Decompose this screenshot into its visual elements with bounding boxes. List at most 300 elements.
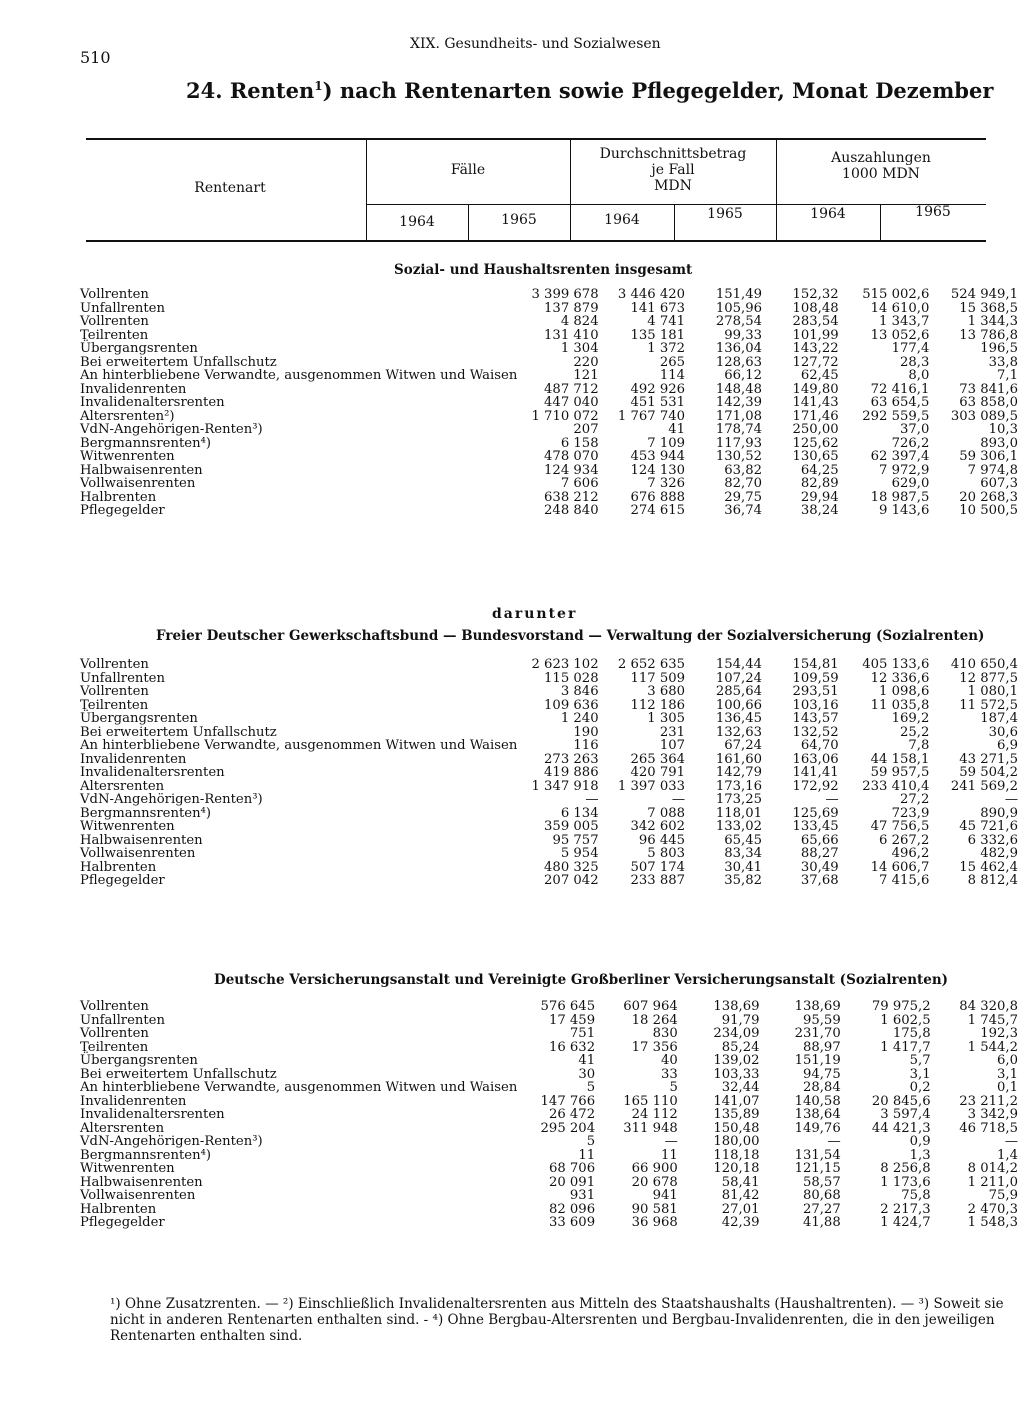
row-label: Übergangsrenten [80,1053,198,1068]
cell-col-3: 66,12 [724,368,763,383]
row-label: Bergmannsrenten⁴) [80,1147,211,1163]
cell-col-3: 58,41 [721,1174,760,1190]
row-label: Übergangsrenten [80,711,198,726]
table-row [80,1081,1024,1095]
darunter-label: darunter [492,606,578,622]
table-row [80,288,1024,302]
cell-col-4: 293,51 [792,684,839,699]
cell-col-3: 278,54 [715,314,763,329]
cell-col-5: 72 416,1 [870,381,930,397]
row-label: Witwenrenten [80,449,175,464]
cell-col-1: 147 766 [540,1093,596,1109]
cell-col-2: 20 678 [631,1174,678,1190]
cell-col-3: 30,41 [724,859,763,875]
cell-col-5: 63 654,5 [870,395,930,410]
cell-col-3: 117,93 [715,435,763,451]
cell-col-6: 7 974,8 [967,462,1018,478]
cell-col-6: 43 271,5 [959,751,1018,767]
cell-col-4: 154,81 [792,657,839,672]
row-label: Vollrenten [80,999,149,1014]
section-title-fdgb: Freier Deutscher Gewerkschaftsbund — Bundesvorstand — Verwaltung der Sozialversicherung (Sozialrenten) [156,628,985,644]
cell-col-6: 15 368,5 [959,300,1018,316]
cell-col-6: 3 342,9 [967,1107,1018,1122]
cell-col-4: 133,45 [792,819,839,834]
cell-col-6: 6 332,6 [967,832,1018,848]
cell-col-5: 3 597,4 [880,1107,931,1122]
cell-col-2: 265 [659,354,685,370]
cell-col-3: 120,18 [713,1161,760,1176]
row-label: Witwenrenten [80,819,175,834]
cell-col-3: 130,52 [715,449,763,464]
table-row [80,820,1024,834]
row-label: Halbwaisenrenten [80,832,203,848]
cell-col-4: 250,00 [792,422,839,437]
header-auszahlungen-line2: 1000 MDN [842,166,920,182]
cell-col-5: 233 410,4 [862,778,930,794]
cell-col-2: 1 305 [647,711,685,726]
header-durchschnitt-line3: MDN [654,178,692,194]
table-row [80,780,1024,794]
cell-col-2: 114 [659,368,685,383]
row-label: Vollrenten [80,657,149,672]
cell-col-5: 13 052,6 [870,327,930,343]
cell-col-3: 100,66 [715,697,763,713]
row-label: Vollrenten [80,684,149,699]
cell-col-3: 171,08 [715,408,763,424]
cell-col-3: 161,60 [715,751,763,767]
cell-col-5: 8,0 [908,368,930,383]
cell-col-4: 152,32 [792,287,839,302]
header-auszahlungen [776,150,986,182]
cell-col-3: 173,16 [715,778,763,794]
cell-col-3: 67,24 [724,738,763,753]
cell-col-5: 292 559,5 [862,408,930,424]
cell-col-5: 7 415,6 [879,873,930,888]
cell-col-5: 5,7 [909,1053,931,1068]
header-auszahlungen-line1: Auszahlungen [831,150,931,166]
table-row [80,396,1024,410]
cell-col-6: 12 877,5 [959,670,1018,686]
cell-col-5: 18 987,5 [870,489,930,505]
cell-col-3: 32,44 [721,1080,760,1095]
row-label: Bei erweitertem Unfallschutz [80,1066,277,1082]
cell-col-4: 64,70 [800,738,839,753]
row-label: Bei erweitertem Unfallschutz [80,724,277,740]
cell-col-1: 1 304 [560,341,599,356]
cell-col-6: 196,5 [980,341,1018,356]
cell-col-5: 37,0 [900,422,930,437]
cell-col-4: 88,27 [800,846,839,861]
cell-col-3: 99,33 [724,327,763,343]
cell-col-6: 30,6 [988,724,1018,740]
cell-col-3: 180,00 [713,1134,760,1149]
cell-col-6: 482,9 [980,846,1018,861]
row-label: Altersrenten [80,778,165,794]
cell-col-2: — [664,1134,678,1149]
cell-col-4: 62,45 [800,368,839,383]
cell-col-4: 149,80 [792,381,839,397]
table-row [80,383,1024,397]
cell-col-5: 28,3 [900,354,930,370]
cell-col-2: 41 [668,422,685,437]
cell-col-3: 150,48 [713,1120,760,1136]
cell-col-2: 1 767 740 [617,408,685,424]
cell-col-4: 88,97 [802,1039,841,1055]
table-row [80,1216,1024,1230]
cell-col-3: 132,63 [715,724,763,740]
cell-col-4: 41,88 [802,1215,841,1230]
cell-col-1: 419 886 [544,765,599,780]
cell-col-6: 23 211,2 [959,1093,1018,1109]
cell-col-5: 75,8 [901,1188,931,1203]
cell-col-5: 14 606,7 [870,859,930,875]
cell-col-3: 142,39 [715,395,763,410]
cell-col-4: 171,46 [792,408,839,424]
cell-col-4: 172,92 [792,778,839,794]
cell-col-2: 66 900 [631,1161,678,1176]
cell-col-6: 8 014,2 [967,1161,1018,1176]
cell-col-6: 33,8 [988,354,1018,370]
table-row [80,1014,1024,1028]
cell-col-5: 44 158,1 [870,751,930,767]
cell-col-1: 5 954 [560,846,599,861]
cell-col-3: 148,48 [715,381,763,397]
cell-col-6: 1 344,3 [967,314,1018,329]
table-row [80,1027,1024,1041]
cell-col-2: 36 968 [631,1215,678,1230]
cell-col-2: 1 372 [647,341,685,356]
cell-col-5: 175,8 [892,1026,931,1041]
cell-col-2: 33 [661,1066,678,1082]
table-row [80,437,1024,451]
cell-col-1: 6 158 [560,435,599,451]
cell-col-5: 14 610,0 [870,300,930,316]
table-section-fdgb [80,658,1024,888]
cell-col-2: 18 264 [631,1012,678,1028]
cell-col-4: 27,27 [802,1201,841,1217]
cell-col-4: 132,52 [792,724,839,740]
cell-col-3: 139,02 [713,1053,760,1068]
table-row [80,793,1024,807]
cell-col-6: 187,4 [980,711,1018,726]
cell-col-1: 3 399 678 [531,287,599,302]
table-row [80,1122,1024,1136]
cell-col-1: 6 134 [560,805,599,821]
cell-col-4: 38,24 [800,503,839,518]
cell-col-5: 27,2 [900,792,930,807]
row-label: Teilrenten [80,697,149,713]
cell-col-2: 420 791 [630,765,685,780]
cell-col-4: 109,59 [792,670,839,686]
cell-col-6: 10 500,5 [959,503,1018,518]
cell-col-6: 73 841,6 [959,381,1018,397]
cell-col-5: 1 602,5 [880,1012,931,1028]
cell-col-4: 125,69 [792,805,839,821]
table-row [80,712,1024,726]
cell-col-2: 274 615 [630,503,685,518]
cell-col-2: 112 186 [630,697,685,713]
row-label: Witwenrenten [80,1161,175,1176]
header-durchschnitt-line1: Durchschnittsbetrag [599,146,747,162]
cell-col-2: 117 509 [630,670,685,686]
table-row [80,1135,1024,1149]
row-label: Invalidenaltersrenten [80,765,225,780]
cell-col-5: 12 336,6 [870,670,930,686]
cell-col-4: 82,89 [800,476,839,491]
cell-col-6: 1 548,3 [967,1215,1018,1230]
cell-col-4: 28,84 [802,1080,841,1095]
cell-col-6: 59 306,1 [959,449,1018,464]
cell-col-6: — [1004,1134,1018,1149]
row-label: Halbrenten [80,489,157,505]
cell-col-3: 285,64 [715,684,763,699]
cell-col-6: 59 504,2 [959,765,1018,780]
cell-col-3: 151,49 [715,287,763,302]
cell-col-1: 115 028 [544,670,599,686]
header-rentenart: Rentenart [194,180,266,196]
cell-col-5: 20 845,6 [871,1093,931,1109]
cell-col-4: 64,25 [800,462,839,478]
table-row [80,302,1024,316]
cell-col-3: 133,02 [715,819,763,834]
cell-col-4: 58,57 [802,1174,841,1190]
cell-col-3: 178,74 [715,422,763,437]
row-label: Halbwaisenrenten [80,462,203,478]
header-faelle: Fälle [450,162,486,178]
cell-col-2: 7 088 [647,805,685,821]
table-row [80,739,1024,753]
cell-col-4: 140,58 [794,1093,841,1109]
row-label: Pflegegelder [80,1215,165,1230]
cell-col-5: 1 173,6 [880,1174,931,1190]
cell-col-6: 10,3 [988,422,1018,437]
cell-col-1: 220 [573,354,599,370]
cell-col-2: 265 364 [630,751,685,767]
cell-col-2: 96 445 [638,832,685,848]
cell-col-6: 75,9 [988,1188,1018,1203]
header-durchschnitt-line2: je Fall [651,162,695,178]
cell-col-2: 676 888 [630,489,685,505]
table-row [80,861,1024,875]
cell-col-6: 11 572,5 [959,697,1018,713]
header-year-durchschnitt-1965: 1965 [707,206,743,222]
cell-col-4: 121,15 [794,1161,841,1176]
row-label: Vollrenten [80,287,149,302]
table-row [80,329,1024,343]
cell-col-2: 24 112 [631,1107,678,1122]
cell-col-6: 303 089,5 [950,408,1018,424]
table-section-dva [80,1000,1024,1230]
cell-col-3: 154,44 [715,657,763,672]
cell-col-5: 0,2 [909,1080,931,1095]
cell-col-1: 7 606 [560,476,599,491]
table-row [80,766,1024,780]
cell-col-3: 105,96 [715,300,763,316]
table-row [80,410,1024,424]
cell-col-5: 3,1 [909,1066,931,1082]
cell-col-5: 44 421,3 [871,1120,931,1136]
cell-col-2: 7 326 [647,476,685,491]
cell-col-1: 2 623 102 [531,657,599,672]
cell-col-4: 143,57 [792,711,839,726]
cell-col-3: 234,09 [713,1026,760,1041]
cell-col-1: 5 [586,1080,596,1095]
cell-col-3: 118,18 [713,1147,760,1163]
cell-col-6: 410 650,4 [950,657,1018,672]
cell-col-5: 59 957,5 [870,765,930,780]
cell-col-2: 507 174 [630,859,685,875]
cell-col-6: 1 211,0 [967,1174,1018,1190]
cell-col-4: 29,94 [800,489,839,505]
table-row [80,1189,1024,1203]
cell-col-1: 751 [569,1026,596,1041]
cell-col-1: 41 [578,1053,596,1068]
row-label: Bergmannsrenten⁴) [80,805,211,821]
cell-col-1: 95 757 [552,832,599,848]
cell-col-4: 283,54 [792,314,839,329]
cell-col-4: 103,16 [792,697,839,713]
table-row [80,464,1024,478]
cell-col-1: 1 710 072 [531,408,599,424]
cell-col-1: 190 [573,724,599,740]
row-label: Vollrenten [80,1026,149,1041]
cell-col-1: 131 410 [544,327,599,343]
cell-col-1: 273 263 [544,751,599,767]
row-label: Invalidenrenten [80,1093,187,1109]
cell-col-4: 80,68 [802,1188,841,1203]
cell-col-2: 4 741 [647,314,685,329]
cell-col-2: 90 581 [631,1201,678,1217]
cell-col-4: 125,62 [792,435,839,451]
cell-col-4: 149,76 [794,1120,841,1136]
row-label: Halbwaisenrenten [80,1174,203,1190]
row-label: Altersrenten [80,1120,165,1136]
row-label: VdN-Angehörigen-Renten³) [80,792,263,807]
cell-col-5: 7,8 [908,738,930,753]
cell-col-5: 726,2 [891,435,930,451]
cell-col-4: 141,43 [792,395,839,410]
cell-col-4: — [827,1134,841,1149]
cell-col-3: 63,82 [724,462,763,478]
header-durchschnitt [570,146,776,194]
header-year-faelle-1965: 1965 [501,212,537,228]
section-title-dva: Deutsche Versicherungsanstalt und Vereinigte Großberliner Versicherungsanstalt (Sozialrenten) [214,972,949,988]
cell-col-3: 135,89 [713,1107,760,1122]
header-year-durchschnitt-1964: 1964 [604,212,640,228]
header-year-faelle-1964: 1964 [399,214,435,230]
row-label: Pflegegelder [80,873,165,888]
table-row [80,807,1024,821]
cell-col-6: 890,9 [980,805,1018,821]
cell-col-3: 81,42 [721,1188,760,1203]
cell-col-1: — [585,792,599,807]
cell-col-5: 47 756,5 [870,819,930,834]
cell-col-5: 9 143,6 [879,503,930,518]
cell-col-2: 231 [659,724,685,740]
row-label: VdN-Angehörigen-Renten³) [80,1134,263,1149]
cell-col-3: 138,69 [713,999,760,1014]
table-row [80,726,1024,740]
cell-col-1: 26 472 [548,1107,596,1122]
cell-col-2: 165 110 [623,1093,678,1109]
cell-col-5: 1 424,7 [880,1215,931,1230]
cell-col-4: 130,65 [792,449,839,464]
row-label: Übergangsrenten [80,341,198,356]
cell-col-1: 116 [573,738,599,753]
cell-col-6: 63 858,0 [959,395,1018,410]
cell-col-1: 447 040 [544,395,599,410]
cell-col-1: 248 840 [544,503,599,518]
cell-col-5: 0,9 [909,1134,931,1149]
cell-col-2: 135 181 [630,327,685,343]
cell-col-3: 82,70 [724,476,763,491]
row-label: Halbrenten [80,1201,157,1217]
table-row [80,504,1024,518]
cell-col-3: 173,25 [715,792,763,807]
row-label: Unfallrenten [80,670,165,686]
cell-col-4: 141,41 [792,765,839,780]
cell-col-2: 342 602 [630,819,685,834]
table-row [80,834,1024,848]
cell-col-6: 241 569,2 [950,778,1018,794]
cell-col-5: 25,2 [900,724,930,740]
row-label: Halbrenten [80,859,157,875]
cell-col-4: 108,48 [792,300,839,316]
cell-col-2: 2 652 635 [617,657,685,672]
cell-col-1: 137 879 [544,300,599,316]
title-rest: ) nach Rentenarten sowie Pflegegelder, Monat Dezember [322,78,994,103]
cell-col-1: 931 [569,1188,596,1203]
cell-col-6: 524 949,1 [950,287,1018,302]
cell-col-2: 3 446 420 [617,287,685,302]
table-row [80,1108,1024,1122]
cell-col-1: 480 325 [544,859,599,875]
table-row [80,658,1024,672]
row-label: Teilrenten [80,1039,149,1055]
cell-col-1: 82 096 [548,1201,596,1217]
row-label: Vollwaisenrenten [80,846,196,861]
cell-col-2: 453 944 [630,449,685,464]
cell-col-1: 1 240 [560,711,599,726]
cell-col-2: 107 [659,738,685,753]
cell-col-2: 3 680 [647,684,685,699]
cell-col-2: 311 948 [623,1120,678,1136]
cell-col-1: 30 [578,1066,596,1082]
cell-col-6: 3,1 [997,1066,1018,1082]
cell-col-2: 11 [661,1147,678,1163]
cell-col-6: 2 470,3 [967,1201,1018,1217]
cell-col-2: 40 [661,1053,678,1068]
page-title [186,78,993,103]
cell-col-2: 607 964 [623,999,678,1014]
cell-col-6: 8 812,4 [967,873,1018,888]
header-year-auszahlungen-1965: 1965 [915,204,951,220]
cell-col-4: 101,99 [792,327,839,343]
cell-col-4: 94,75 [802,1066,841,1082]
cell-col-3: 118,01 [715,805,763,821]
cell-col-4: 163,06 [792,751,839,767]
cell-col-1: 207 [573,422,599,437]
cell-col-3: 85,24 [721,1039,760,1055]
cell-col-5: 629,0 [891,476,930,491]
cell-col-2: 1 397 033 [617,778,685,794]
cell-col-1: 4 824 [560,314,599,329]
footnotes: ¹) Ohne Zusatzrenten. — ²) Einschließlich Invalidenaltersrenten aus Mitteln des Staatshaushalts (Haushaltrenten). — ³) Soweit sie nicht in anderen Rentenarten enthalten sind. - ⁴) Ohne Bergbau-Altersrenten und Bergbau-Invalidenrenten, die in den jeweiligen Rentenarten enthalten sind. [110,1296,1004,1344]
cell-col-3: 83,34 [724,846,763,861]
cell-col-2: 830 [652,1026,678,1041]
cell-col-1: 121 [573,368,599,383]
cell-col-2: 17 356 [631,1039,678,1055]
